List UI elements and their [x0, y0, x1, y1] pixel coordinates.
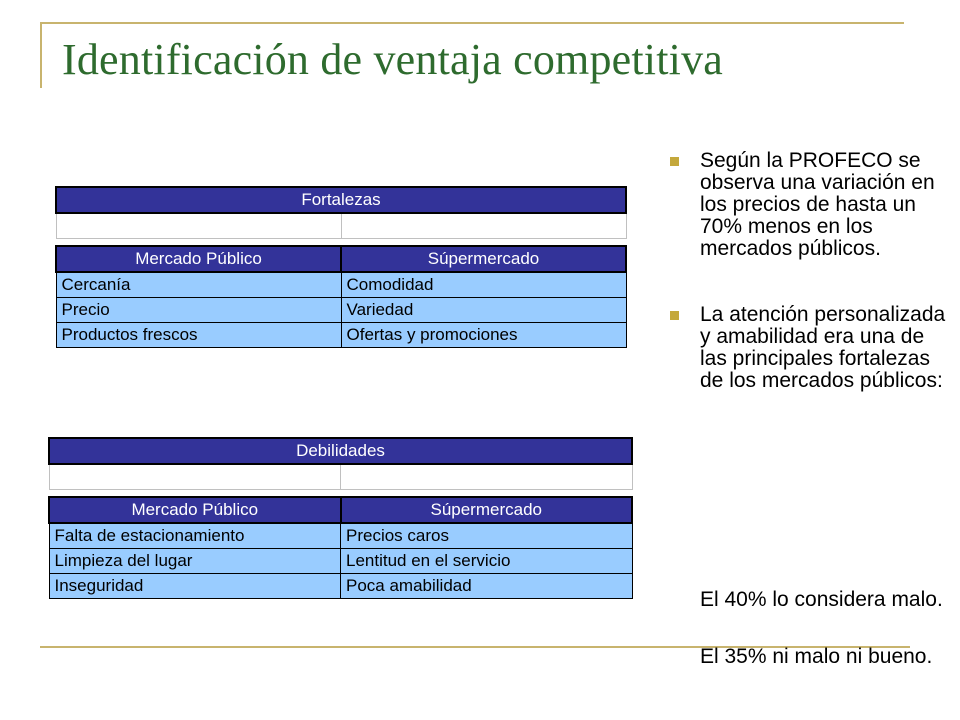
- fortalezas-col-super: Súpermercado: [341, 246, 626, 272]
- table-cell: Inseguridad: [49, 574, 341, 599]
- blank-cell: [49, 464, 341, 490]
- left-rule: [40, 22, 42, 88]
- table-row: [56, 272, 626, 298]
- fortalezas-col-mercado: Mercado Público: [56, 246, 341, 272]
- debilidades-col-super: Súpermercado: [341, 497, 633, 523]
- note-text: El 40% lo considera malo.: [700, 588, 943, 611]
- table-cell: Poca amabilidad: [341, 574, 633, 599]
- table-row: [56, 298, 626, 323]
- bullet-text: Según la PROFECO se observa una variación en los precios de hasta un 70% menos en los mercados públicos.: [700, 149, 935, 260]
- blank-cell: [341, 464, 633, 490]
- top-rule: [40, 22, 904, 24]
- table-cell: Variedad: [341, 298, 626, 323]
- table-cell: Lentitud en el servicio: [341, 549, 633, 574]
- blank-cell: [341, 213, 626, 239]
- table-cell: Falta de estacionamiento: [49, 523, 341, 549]
- table-cell: Ofertas y promociones: [341, 323, 626, 348]
- bullet-item: [668, 150, 948, 260]
- table-cell: Precios caros: [341, 523, 633, 549]
- fortalezas-table: [55, 186, 627, 348]
- table-row: [49, 549, 632, 574]
- blank-cell: [56, 213, 341, 239]
- table-row: [49, 523, 632, 549]
- table-cell: Productos frescos: [56, 323, 341, 348]
- bullet-text: La atención personalizada y amabilidad era una de las principales fortalezas de los mercados públicos:: [700, 303, 946, 392]
- table-row: [49, 574, 632, 599]
- table-cell: Comodidad: [341, 272, 626, 298]
- note-text: El 35% ni malo ni bueno.: [700, 645, 933, 668]
- table-row: [56, 323, 626, 348]
- debilidades-col-mercado: Mercado Público: [49, 497, 341, 523]
- fortalezas-title: Fortalezas: [56, 187, 626, 213]
- gap-row: [56, 239, 626, 247]
- square-bullet-icon: [670, 311, 679, 320]
- table-cell: Precio: [56, 298, 341, 323]
- slide-title: Identificación de ventaja competitiva: [62, 35, 723, 84]
- table-cell: Cercanía: [56, 272, 341, 298]
- debilidades-table: [48, 437, 633, 599]
- bullet-list: [668, 150, 948, 418]
- gap-row: [49, 490, 632, 498]
- bullet-item: [668, 304, 948, 392]
- debilidades-title: Debilidades: [49, 438, 632, 464]
- table-cell: Limpieza del lugar: [49, 549, 341, 574]
- square-bullet-icon: [670, 157, 679, 166]
